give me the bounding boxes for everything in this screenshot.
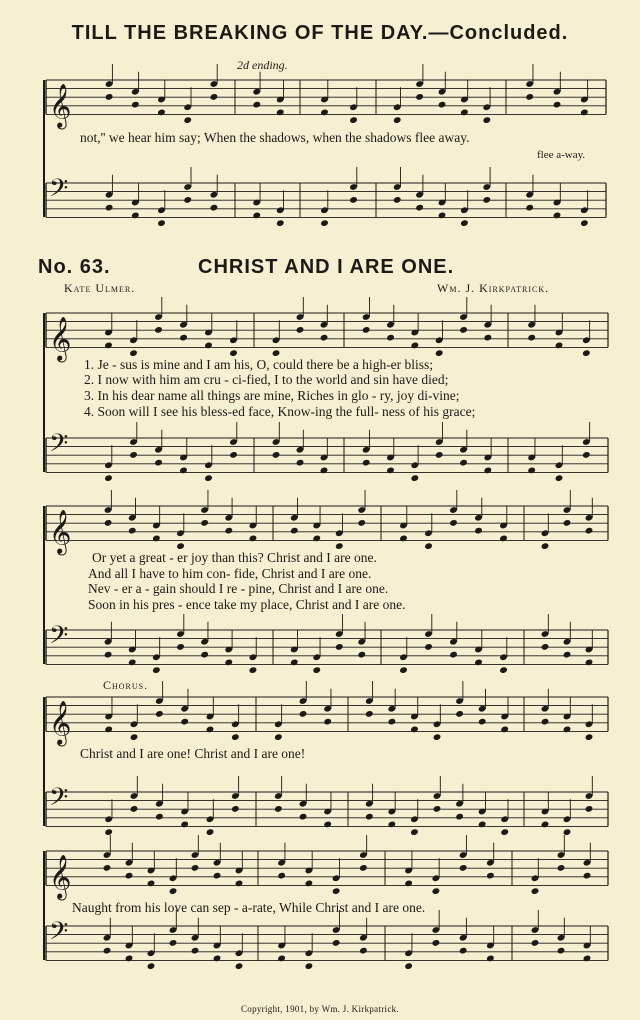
note-head xyxy=(249,666,258,674)
concluded-lyric-small: flee a-way. xyxy=(537,149,586,161)
verse-3-line-1: 3. In his dear name all things are mine, Riches in glo - ry, joy di-vine; xyxy=(84,388,460,403)
concluded-lyric: not,'' we hear him say; When the shadows, when the shadows flee away. xyxy=(80,130,470,145)
note-head xyxy=(103,947,112,955)
note-head xyxy=(580,219,589,227)
verse-4-line-2: Soon in his pres - ence take my place, Christ and I are one. xyxy=(88,597,406,612)
note-head xyxy=(483,467,492,475)
note-head xyxy=(128,659,137,667)
chorus-lyric-2: Naught from his love can sep - a-rate, While Christ and I are one. xyxy=(72,900,426,915)
hymn-number: No. 63. xyxy=(38,256,111,278)
note-head xyxy=(393,116,402,124)
note-head xyxy=(399,535,408,543)
note-head xyxy=(563,726,572,734)
chorus-label: Chorus. xyxy=(103,678,149,692)
note-head xyxy=(399,666,408,674)
note-head xyxy=(438,212,447,220)
note-head xyxy=(482,196,491,204)
note-head xyxy=(500,726,509,734)
note-head xyxy=(320,219,329,227)
note-head xyxy=(415,93,424,101)
note-head xyxy=(438,101,447,109)
note-head xyxy=(104,726,113,734)
note-head xyxy=(541,542,550,550)
note-head xyxy=(359,864,368,872)
note-head xyxy=(320,334,329,342)
note-head xyxy=(499,535,508,543)
note-head xyxy=(531,939,540,947)
verse-4-line-1: 4. Soon will I see his bless-ed face, Know-ing the full- ness of his grace; xyxy=(84,404,476,419)
note-head xyxy=(499,666,508,674)
note-head xyxy=(176,542,185,550)
note-head xyxy=(204,474,213,482)
note-head xyxy=(210,93,219,101)
bass-clef-icon: 𝄢 xyxy=(49,174,69,209)
note-head xyxy=(129,451,138,459)
note-head xyxy=(580,109,589,117)
note-head xyxy=(460,109,469,117)
note-head xyxy=(365,710,374,718)
note-head xyxy=(357,519,366,527)
note-head xyxy=(180,821,189,829)
note-head xyxy=(435,349,444,357)
note-head xyxy=(582,349,591,357)
note-head xyxy=(531,887,540,895)
note-head xyxy=(541,643,550,651)
note-head xyxy=(459,326,468,334)
note-head xyxy=(582,451,591,459)
note-head xyxy=(104,342,113,350)
note-head xyxy=(125,872,134,880)
note-head xyxy=(553,101,562,109)
note-head xyxy=(104,828,113,836)
note-head xyxy=(191,864,200,872)
note-head xyxy=(191,947,200,955)
note-head xyxy=(335,643,344,651)
treble-clef-icon: 𝄞 xyxy=(49,700,72,745)
verse-3-line-2: Nev - er a - gain should I re - pine, Christ and I are one. xyxy=(88,581,389,596)
note-head xyxy=(410,474,419,482)
note-head xyxy=(128,527,137,535)
note-head xyxy=(276,109,285,117)
verse-1-line-1: 1. Je - sus is mine and I am his, O, could there be a high-er bliss; xyxy=(84,357,434,372)
note-head xyxy=(152,535,161,543)
note-head xyxy=(104,651,113,659)
note-head xyxy=(323,718,332,726)
note-head xyxy=(583,955,592,963)
hymn-composer: Wm. J. Kirkpatrick. xyxy=(437,281,550,295)
note-head xyxy=(541,821,550,829)
note-head xyxy=(563,651,572,659)
note-head xyxy=(424,542,433,550)
note-head xyxy=(103,864,112,872)
note-head xyxy=(541,718,550,726)
copyright-footer: Copyright, 1901, by Wm. J. Kirkpatrick. xyxy=(240,1004,400,1014)
note-head xyxy=(157,109,166,117)
note-head xyxy=(563,519,572,527)
note-head xyxy=(206,828,215,836)
note-head xyxy=(527,467,536,475)
note-head xyxy=(204,342,213,350)
note-head xyxy=(154,326,163,334)
note-head xyxy=(104,474,113,482)
note-head xyxy=(483,334,492,342)
note-head xyxy=(335,542,344,550)
note-head xyxy=(404,962,413,970)
note-head xyxy=(147,962,156,970)
note-head xyxy=(299,710,308,718)
note-head xyxy=(555,342,564,350)
note-head xyxy=(155,710,164,718)
note-head xyxy=(527,334,536,342)
note-head xyxy=(500,828,509,836)
treble-clef-icon: 𝄞 xyxy=(49,83,72,128)
note-head xyxy=(404,880,413,888)
note-head xyxy=(349,116,358,124)
note-head xyxy=(410,726,419,734)
note-head xyxy=(455,813,464,821)
note-head xyxy=(585,733,594,741)
note-head xyxy=(433,805,442,813)
note-head xyxy=(362,326,371,334)
note-head xyxy=(290,527,299,535)
note-head xyxy=(277,955,286,963)
note-head xyxy=(252,212,261,220)
note-head xyxy=(235,880,244,888)
note-head xyxy=(312,535,321,543)
note-head xyxy=(362,459,371,467)
note-head xyxy=(410,828,419,836)
note-head xyxy=(305,962,314,970)
verse-1-line-2: Or yet a great - er joy than this? Christ and I are one. xyxy=(92,550,377,565)
note-head xyxy=(386,334,395,342)
note-head xyxy=(299,813,308,821)
bass-clef-icon: 𝄢 xyxy=(49,621,69,656)
note-head xyxy=(388,821,397,829)
note-head xyxy=(296,326,305,334)
note-head xyxy=(169,939,178,947)
note-head xyxy=(249,535,258,543)
note-head xyxy=(274,733,283,741)
note-head xyxy=(252,101,261,109)
note-head xyxy=(455,710,464,718)
note-head xyxy=(183,116,192,124)
note-head xyxy=(147,880,156,888)
note-head xyxy=(433,733,442,741)
note-head xyxy=(231,805,240,813)
note-head xyxy=(272,349,281,357)
note-head xyxy=(320,109,329,117)
note-head xyxy=(277,872,286,880)
verse-2-line-2: And all I have to him con- fide, Christ and I are one. xyxy=(88,566,372,581)
bass-clef-icon: 𝄢 xyxy=(49,783,69,818)
note-head xyxy=(129,349,138,357)
note-head xyxy=(432,887,441,895)
note-head xyxy=(585,659,594,667)
note-head xyxy=(179,467,188,475)
note-head xyxy=(525,93,534,101)
note-head xyxy=(105,204,114,212)
note-head xyxy=(104,519,113,527)
note-head xyxy=(415,204,424,212)
note-head xyxy=(130,805,139,813)
note-head xyxy=(179,334,188,342)
note-head xyxy=(157,219,166,227)
note-head xyxy=(478,718,487,726)
note-head xyxy=(583,872,592,880)
note-head xyxy=(460,219,469,227)
note-head xyxy=(386,467,395,475)
note-head xyxy=(449,519,458,527)
note-head xyxy=(296,459,305,467)
treble-clef-icon: 𝄞 xyxy=(49,509,72,554)
note-head xyxy=(486,872,495,880)
note-head xyxy=(131,101,140,109)
note-head xyxy=(125,955,134,963)
note-head xyxy=(359,947,368,955)
hymn-author: Kate Ulmer. xyxy=(64,281,136,295)
note-head xyxy=(131,212,140,220)
note-head xyxy=(474,527,483,535)
note-head xyxy=(553,212,562,220)
note-head xyxy=(332,887,341,895)
note-head xyxy=(229,349,238,357)
note-head xyxy=(557,947,566,955)
note-head xyxy=(183,196,192,204)
note-head xyxy=(424,643,433,651)
note-head xyxy=(478,821,487,829)
note-head xyxy=(200,519,209,527)
note-head xyxy=(274,805,283,813)
note-head xyxy=(231,733,240,741)
note-head xyxy=(557,864,566,872)
note-head xyxy=(176,643,185,651)
bass-clef-icon: 𝄢 xyxy=(49,917,69,952)
verse-2-line-1: 2. I now with him am cru - ci-fied, I to the world and sin have died; xyxy=(84,372,449,387)
second-ending-label: 2d ending. xyxy=(237,58,288,72)
note-head xyxy=(213,872,222,880)
note-head xyxy=(410,342,419,350)
note-head xyxy=(555,474,564,482)
note-head xyxy=(276,219,285,227)
bass-clef-icon: 𝄢 xyxy=(49,429,69,464)
note-head xyxy=(305,880,314,888)
note-head xyxy=(393,196,402,204)
note-head xyxy=(155,813,164,821)
note-head xyxy=(332,939,341,947)
note-head xyxy=(206,726,215,734)
treble-clef-icon: 𝄞 xyxy=(49,316,72,361)
note-head xyxy=(210,204,219,212)
note-head xyxy=(486,955,495,963)
note-head xyxy=(152,666,161,674)
note-head xyxy=(235,962,244,970)
note-head xyxy=(459,459,468,467)
note-head xyxy=(320,467,329,475)
note-head xyxy=(200,651,209,659)
note-head xyxy=(585,527,594,535)
page-header: TILL THE BREAKING OF THE DAY.—Concluded. xyxy=(71,22,569,44)
note-head xyxy=(130,733,139,741)
note-head xyxy=(459,864,468,872)
note-head xyxy=(449,651,458,659)
note-head xyxy=(105,93,114,101)
note-head xyxy=(388,718,397,726)
note-head xyxy=(459,947,468,955)
note-head xyxy=(290,659,299,667)
treble-clef-icon: 𝄞 xyxy=(49,854,72,899)
note-head xyxy=(229,451,238,459)
note-head xyxy=(563,828,572,836)
note-head xyxy=(323,821,332,829)
note-head xyxy=(224,659,233,667)
note-head xyxy=(272,451,281,459)
note-head xyxy=(224,527,233,535)
note-head xyxy=(585,805,594,813)
note-head xyxy=(213,955,222,963)
chorus-lyric-1: Christ and I are one! Christ and I are one! xyxy=(80,746,306,761)
note-head xyxy=(169,887,178,895)
note-head xyxy=(180,718,189,726)
note-head xyxy=(435,451,444,459)
note-head xyxy=(365,813,374,821)
note-head xyxy=(154,459,163,467)
note-head xyxy=(525,204,534,212)
note-head xyxy=(474,659,483,667)
note-head xyxy=(357,651,366,659)
note-head xyxy=(312,666,321,674)
hymn-title: CHRIST AND I ARE ONE. xyxy=(198,256,455,278)
note-head xyxy=(482,116,491,124)
note-head xyxy=(349,196,358,204)
note-head xyxy=(432,939,441,947)
